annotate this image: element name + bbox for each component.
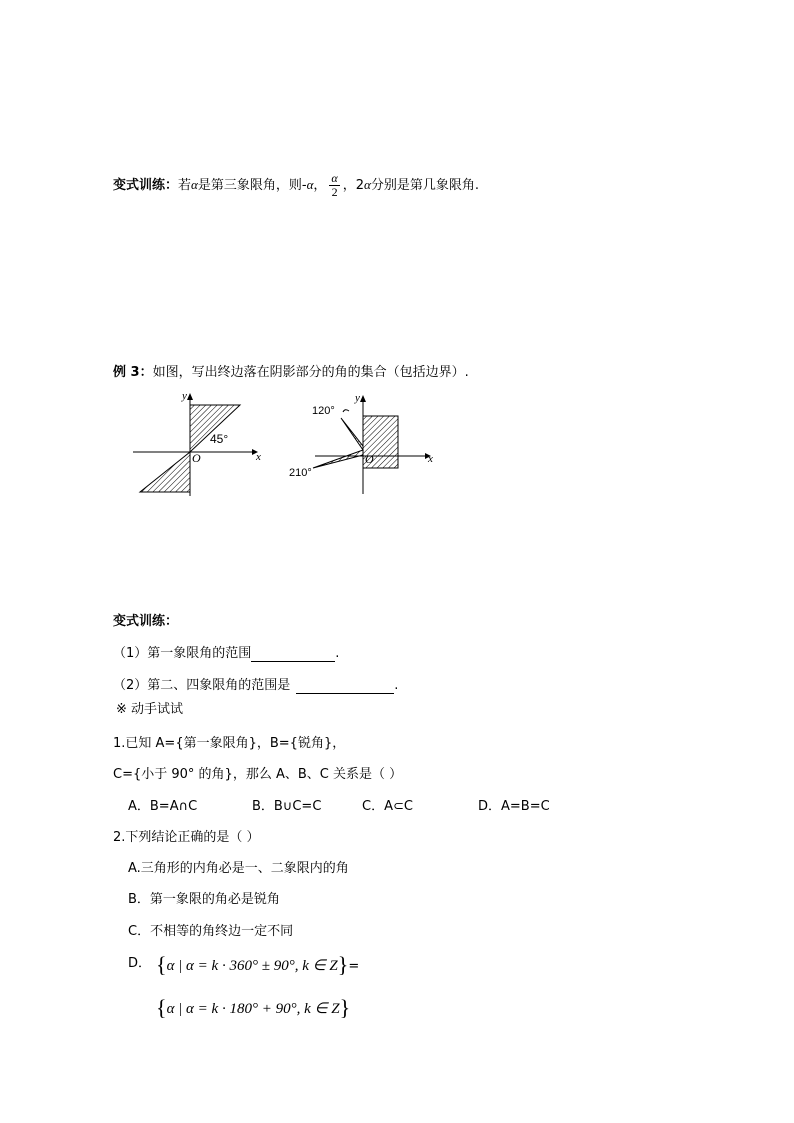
example-label: 例 3： (113, 365, 153, 380)
practice-2-stem: 2.下列结论正确的是（ ） (113, 830, 260, 845)
x-label: x (428, 453, 433, 465)
y-label: y (182, 390, 187, 402)
figure-2-diagram (285, 390, 445, 500)
answer-blank[interactable] (251, 645, 335, 662)
angle-arc-icon (343, 410, 349, 412)
practice-1-line-2: C={小于 90° 的角}，那么 A、B、C 关系是（ ） (113, 767, 403, 782)
text-b: 是第三象限角，则- (197, 178, 307, 193)
comma: ， (313, 178, 327, 193)
practice-2-option-a[interactable]: A.三角形的内角必是一、二象限内的角 (128, 861, 349, 876)
y-axis-arrow-icon (360, 395, 366, 402)
variant-label: 变式训练： (113, 178, 179, 193)
angle-210-label: 210° (289, 467, 312, 479)
figure-1-diagram (130, 390, 280, 500)
text-a: 若 (178, 178, 192, 193)
right-brace-icon: } (337, 952, 349, 977)
text-d: 分别是第几象限角. (370, 178, 479, 193)
shaded-region (313, 416, 398, 468)
question-1 (113, 645, 339, 662)
practice-1-option-d[interactable]: D．A=B=C (478, 799, 550, 814)
origin-label: O (192, 451, 201, 465)
period: . (335, 646, 340, 661)
example-text: 如图，写出终边落在阴影部分的角的集合（包括边界）. (152, 365, 469, 380)
answer-blank[interactable] (296, 677, 394, 694)
practice-2-option-c[interactable]: C．不相等的角终边一定不同 (128, 924, 294, 939)
text-c: 2 (355, 178, 365, 193)
practice-1-option-a[interactable]: A．B=A∩C (128, 799, 198, 814)
right-brace-icon: } (339, 995, 351, 1020)
alpha-symbol: α (364, 177, 371, 192)
comma: ， (342, 178, 356, 193)
shaded-region-lower (140, 452, 190, 492)
fraction-numerator: α (331, 171, 338, 185)
y-axis-arrow-icon (187, 393, 193, 400)
variant-training-1 (113, 172, 479, 199)
question-1-text: （1）第一象限角的范围 (113, 646, 252, 661)
alpha-symbol: α (306, 177, 314, 192)
practice-1-option-c[interactable]: C．A⊂C (362, 799, 413, 814)
set-expression-1 (156, 952, 359, 978)
x-label: x (256, 451, 261, 463)
practice-2-option-b[interactable]: B．第一象限的角必是锐角 (128, 892, 280, 907)
angle-120-label: 120° (312, 405, 335, 417)
practice-2-option-d[interactable] (128, 956, 151, 972)
equals-sign: = (348, 959, 360, 974)
y-label: y (355, 392, 360, 404)
set-2-body: α | α = k · 180° + 90°, k ∈ Z (166, 1001, 340, 1017)
period: . (394, 678, 399, 693)
alpha-symbol: α (191, 177, 198, 192)
left-brace-icon: { (156, 995, 167, 1020)
fraction-denominator: 2 (331, 185, 338, 199)
set-1-body: α | α = k · 360° ± 90°, k ∈ Z (166, 958, 338, 974)
practice-heading: ※ 动手试试 (116, 702, 184, 717)
alpha-half-fraction (329, 172, 339, 199)
left-brace-icon: { (156, 952, 167, 977)
option-d-label: D． (128, 956, 152, 971)
angle-label: 45° (210, 432, 229, 446)
set-expression-2 (156, 995, 350, 1021)
example-3 (113, 365, 469, 381)
practice-1-line-1: 1.已知 A={第一象限角}，B={锐角}， (113, 736, 346, 751)
practice-1-option-b[interactable]: B．B∪C=C (252, 799, 322, 814)
variant-training-2-label: 变式训练： (113, 614, 179, 629)
question-2 (113, 677, 398, 694)
origin-label: O (365, 452, 374, 466)
question-2-text: （2）第二、四象限角的范围是 (113, 678, 291, 693)
